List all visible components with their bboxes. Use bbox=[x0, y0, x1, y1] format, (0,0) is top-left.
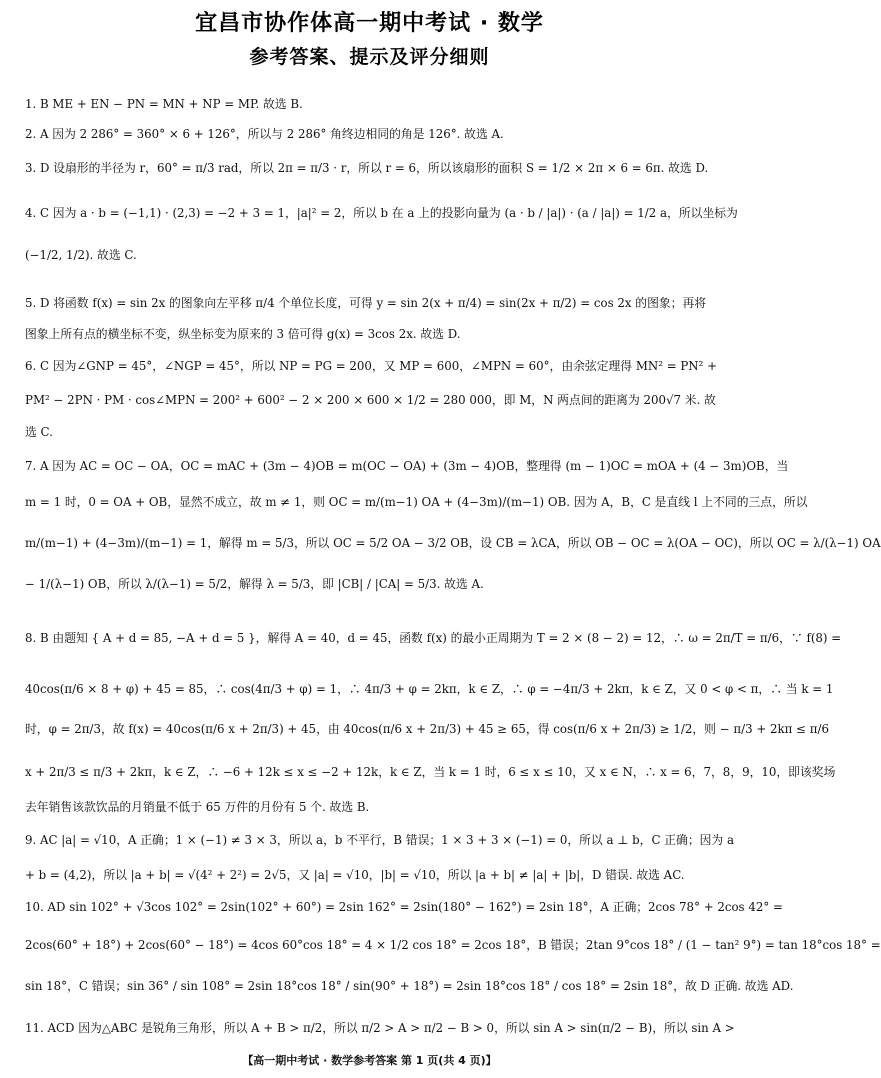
answer-4: 4. C 因为 a · b = (−1,1) · (2,3) = −2 + 3 = 1，|a|² = 2，所以 b 在 a 上的投影向量为 (a · b / |a|) · (a / |a|) = 1/2 a，所以坐标为 bbox=[25, 206, 738, 220]
answer-4-cont: (−1/2, 1/2). 故选 C. bbox=[25, 248, 137, 262]
answer-3: 3. D 设扇形的半径为 r，60° = π/3 rad，所以 2π = π/3 · r，所以 r = 6，所以该扇形的面积 S = 1/2 × 2π × 6 = 6π. 故选 D. bbox=[25, 161, 709, 175]
answer-6-end: 选 C. bbox=[25, 425, 53, 439]
answer-7-cont: m = 1 时，0 = OA + OB，显然不成立，故 m ≠ 1，则 OC = m/(m−1) OA + (4−3m)/(m−1) OB. 因为 A，B，C 是直线 l 上不同的三点，所以 bbox=[25, 495, 808, 509]
answer-6: 6. C 因为∠GNP = 45°，∠NGP = 45°，所以 NP = PG = 200，又 MP = 600，∠MPN = 60°，由余弦定理得 MN² = PN² + bbox=[25, 359, 717, 373]
answer-11: 11. ACD 因为△ABC 是锐角三角形，所以 A + B > π/2，所以 π/2 > A > π/2 − B > 0，所以 sin A > sin(π/2 − B)，所以 sin A > bbox=[25, 1021, 735, 1035]
answer-5: 5. D 将函数 f(x) = sin 2x 的图象向左平移 π/4 个单位长度，可得 y = sin 2(x + π/4) = sin(2x + π/2) = cos 2x 的图象；再将 bbox=[25, 296, 707, 310]
answer-2: 2. A 因为 2 286° = 360° × 6 + 126°，所以与 2 286° 角终边相同的角是 126°. 故选 A. bbox=[25, 127, 504, 141]
answer-10-end: sin 18°，C 错误；sin 36° / sin 108° = 2sin 18°cos 18° / sin(90° + 18°) = 2sin 18°cos 18° / cos 18° = 2sin 18°，故 D 正确. 故选 AD. bbox=[25, 979, 794, 993]
answer-7-end: − 1/(λ−1) OB，所以 λ/(λ−1) = 5/2，解得 λ = 5/3，即 |CB| / |CA| = 5/3. 故选 A. bbox=[25, 577, 484, 591]
answer-9: 9. AC |a| = √10，A 正确；1 × (−1) ≠ 3 × 3，所以 a，b 不平行，B 错误；1 × 3 + 3 × (−1) = 0，所以 a ⊥ b，C 正确；因为 a bbox=[25, 833, 735, 847]
answer-10-cont: 2cos(60° + 18°) + 2cos(60° − 18°) = 4cos 60°cos 18° = 4 × 1/2 cos 18° = 2cos 18°，B 错误；2tan 9°cos 18° / (1 − tan² 9°) = tan 18°cos 18° = bbox=[25, 938, 881, 952]
answer-1: 1. B ME + EN − PN = MN + NP = MP. 故选 B. bbox=[25, 97, 303, 111]
page-footer: 【高一期中考试 · 数学参考答案 第 1 页(共 4 页)】 bbox=[242, 1054, 497, 1067]
answer-8: 8. B 由题知 { A + d = 85, −A + d = 5 }，解得 A = 40，d = 45，函数 f(x) 的最小正周期为 T = 2 × (8 − 2) = 12，∴ ω = 2π/T = π/6，∵ f(8) = bbox=[25, 631, 842, 645]
answer-8-cont: 时，φ = 2π/3，故 f(x) = 40cos(π/6 x + 2π/3) + 45，由 40cos(π/6 x + 2π/3) + 45 ≥ 65，得 cos(π/6 x + 2π/3) ≥ 1/2，则 − π/3 + 2kπ ≤ π/6 bbox=[25, 722, 829, 736]
answer-8-cont: x + 2π/3 ≤ π/3 + 2kπ，k ∈ Z，∴ −6 + 12k ≤ x ≤ −2 + 12k，k ∈ Z，当 k = 1 时，6 ≤ x ≤ 10，又 x ∈ N，∴ x = 6，7，8，9，10，即该奖场 bbox=[25, 765, 836, 779]
page-title: 宜昌市协作体高一期中考试 · 数学 bbox=[195, 11, 544, 36]
answer-7: 7. A 因为 AC = OC − OA，OC = mAC + (3m − 4)OB = m(OC − OA) + (3m − 4)OB，整理得 (m − 1)OC = mOA + (4 − 3m)OB，当 bbox=[25, 459, 789, 473]
answer-6-cont: PM² − 2PN · PM · cos∠MPN = 200² + 600² − 2 × 200 × 600 × 1/2 = 280 000，即 M，N 两点间的距离为 200√7 米. 故 bbox=[25, 393, 716, 407]
answer-8-cont: 40cos(π/6 × 8 + φ) + 45 = 85，∴ cos(4π/3 + φ) = 1，∴ 4π/3 + φ = 2kπ，k ∈ Z，∴ φ = −4π/3 + 2kπ，k ∈ Z，又 0 < φ < π，∴ 当 k = 1 bbox=[25, 682, 834, 696]
answer-8-end: 去年销售该款饮品的月销量不低于 65 万件的月份有 5 个. 故选 B. bbox=[25, 800, 370, 814]
answer-10: 10. AD sin 102° + √3cos 102° = 2sin(102° + 60°) = 2sin 162° = 2sin(180° − 162°) = 2sin 18°，A 正确；2cos 78° + 2cos 42° = bbox=[25, 900, 783, 914]
answer-5-cont: 图象上所有点的横坐标不变，纵坐标变为原来的 3 倍可得 g(x) = 3cos 2x. 故选 D. bbox=[25, 327, 461, 341]
answer-7-cont: m/(m−1) + (4−3m)/(m−1) = 1，解得 m = 5/3，所以 OC = 5/2 OA − 3/2 OB，设 CB = λCA，所以 OB − OC = λ(OA − OC)，所以 OC = λ/(λ−1) OA bbox=[25, 536, 881, 550]
answer-9-cont: + b = (4,2)，所以 |a + b| = √(4² + 2²) = 2√5，又 |a| = √10，|b| = √10，所以 |a + b| ≠ |a| + |b|，D 错误. 故选 AC. bbox=[25, 868, 685, 882]
page-subtitle: 参考答案、提示及评分细则 bbox=[249, 46, 490, 68]
